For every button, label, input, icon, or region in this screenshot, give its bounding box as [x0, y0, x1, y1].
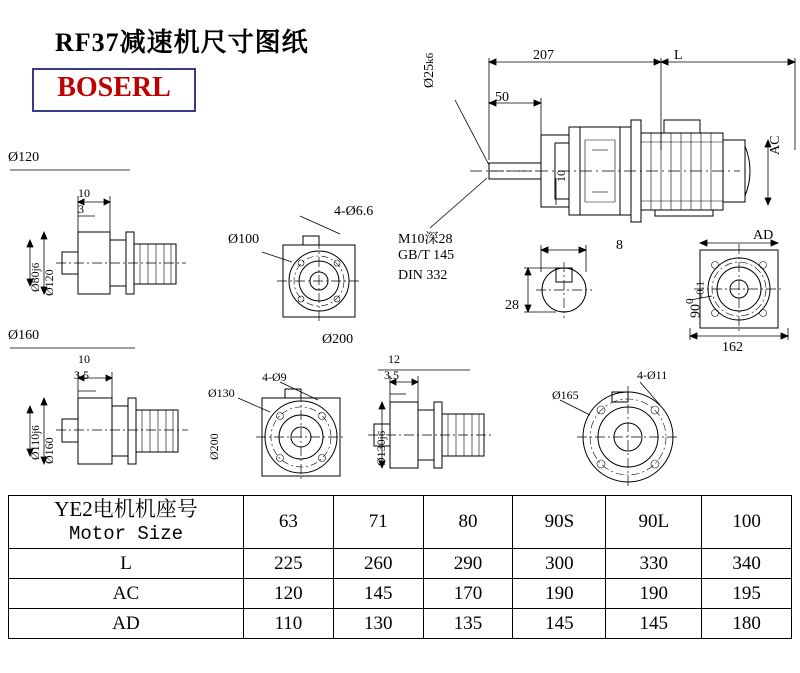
dimension-d200-side: Ø200 — [207, 433, 221, 460]
table-cell-AD-3: 145 — [513, 609, 606, 639]
brand-logo-text: BOSERL — [57, 72, 171, 103]
table-cell-AD-1: 130 — [333, 609, 423, 639]
dimension-d160-top: Ø160 — [8, 328, 40, 343]
dimension-90-lower-tol: -0.1 — [694, 281, 707, 299]
dimension-50: 50 — [495, 90, 509, 105]
holes-4x9: 4-Ø9 — [262, 370, 287, 384]
table-cell-AC-2: 170 — [423, 579, 513, 609]
dimension-10-shaft: 10 — [554, 170, 568, 182]
dimension-28: 28 — [505, 298, 519, 313]
thread-note-line1: M10深28 — [398, 232, 453, 247]
table-cell-AD-2: 135 — [423, 609, 513, 639]
holes-4x6-6: 4-Ø6.6 — [334, 204, 374, 219]
table-row-label-AD: AD — [9, 609, 244, 639]
table-cell-AC-0: 120 — [244, 579, 334, 609]
dimension-AC: AC — [768, 135, 783, 155]
table-cell-AC-3: 190 — [513, 579, 606, 609]
table-cell-size-5: 100 — [702, 496, 792, 549]
dimension-d110-side: Ø110 — [28, 433, 42, 460]
dimension-8: 8 — [616, 238, 623, 253]
dimension-d165: Ø165 — [552, 388, 579, 402]
dimension-d130-tol: j6 — [376, 430, 388, 440]
dimension-table — [8, 495, 792, 639]
dimension-d25-tol: k6 — [424, 52, 436, 64]
table-cell-L-2: 290 — [423, 549, 513, 579]
table-cell-L-0: 225 — [244, 549, 334, 579]
dimension-d100: Ø100 — [228, 232, 260, 247]
table-header-line1: YE2电机机座号 — [54, 497, 198, 521]
dimension-207: 207 — [533, 48, 554, 63]
table-cell-AD-4: 145 — [606, 609, 702, 639]
table-row — [9, 496, 792, 549]
table-cell-AC-4: 190 — [606, 579, 702, 609]
dimension-d120-top: Ø120 — [8, 150, 40, 165]
dimension-90: 90 — [688, 304, 704, 318]
dimension-d200-top: Ø200 — [322, 332, 354, 347]
dimension-d160-side: Ø160 — [42, 437, 56, 464]
dimension-d80-side: Ø80 — [28, 271, 42, 292]
table-row — [9, 609, 792, 639]
holes-4x11: 4-Ø11 — [637, 368, 668, 382]
dimension-d130-side: Ø130 — [374, 439, 388, 466]
table-cell-L-5: 340 — [702, 549, 792, 579]
dimension-d110-tol: j6 — [30, 425, 42, 434]
dimension-AD: AD — [753, 228, 774, 243]
thread-note-line2: GB/T 145 — [398, 248, 455, 263]
dimension-162: 162 — [722, 340, 743, 355]
table-row — [9, 549, 792, 579]
dimension-12: 12 — [388, 352, 400, 366]
dimension-d130-a: Ø130 — [208, 386, 235, 400]
table-row-label-L: L — [9, 549, 244, 579]
table-cell-size-2: 80 — [423, 496, 513, 549]
table-cell-size-3: 90S — [513, 496, 606, 549]
dimension-3-5-a: 3.5 — [74, 368, 89, 382]
table-cell-AD-5: 180 — [702, 609, 792, 639]
table-cell-AC-1: 145 — [333, 579, 423, 609]
table-row — [9, 579, 792, 609]
dimension-3: 3 — [78, 202, 84, 216]
table-cell-AD-0: 110 — [244, 609, 334, 639]
table-cell-L-1: 260 — [333, 549, 423, 579]
table-cell-size-0: 63 — [244, 496, 334, 549]
table-cell-L-3: 300 — [513, 549, 606, 579]
table-header-motor-size — [9, 496, 244, 549]
dimension-3-5-b: 3.5 — [384, 368, 399, 382]
dimension-d80-tol: j6 — [30, 262, 42, 272]
page-title: RF37减速机尺寸图纸 — [55, 28, 309, 57]
dimension-10-a: 10 — [78, 186, 90, 200]
dimension-90-upper-tol: 0 — [684, 298, 696, 304]
dimension-d25: Ø25 — [422, 63, 437, 88]
table-row-label-AC: AC — [9, 579, 244, 609]
dimension-L-top: L — [674, 48, 683, 63]
table-header-line2: Motor Size — [68, 523, 184, 545]
dimension-d120-side: Ø120 — [42, 269, 56, 296]
thread-note-line3: DIN 332 — [398, 268, 448, 283]
table-cell-size-1: 71 — [333, 496, 423, 549]
table-cell-size-4: 90L — [606, 496, 702, 549]
dimension-10-b: 10 — [78, 352, 90, 366]
table-cell-AC-5: 195 — [702, 579, 792, 609]
table-cell-L-4: 330 — [606, 549, 702, 579]
